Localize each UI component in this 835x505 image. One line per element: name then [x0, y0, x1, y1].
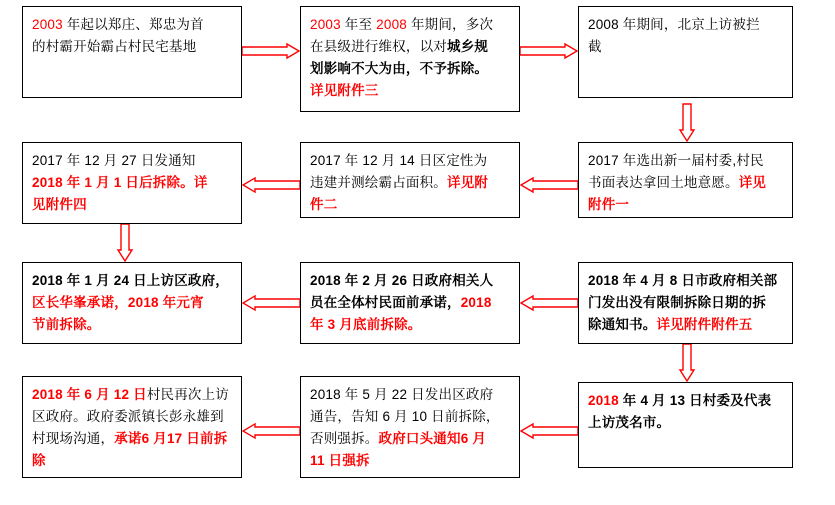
node-text-line: 11 日强拆 — [310, 452, 370, 468]
node-text-line: 附件一 — [588, 196, 630, 212]
node-2018-01-24-district-visit[interactable] — [22, 262, 242, 344]
node-2018-06-12-revisit[interactable] — [22, 376, 242, 478]
node-text-line: 区政府。政府委派镇长彭永雄到 — [32, 408, 224, 424]
arrow-n9-to-n8 — [520, 296, 578, 310]
node-text-line: 年 3 月底前拆除。 — [310, 316, 422, 332]
node-text-line: 2003 年至 2008 年期间，多次 — [310, 17, 494, 32]
node-text-line: 截 — [588, 38, 602, 54]
node-text-line: 除通知书。详见附件附件五 — [588, 316, 753, 332]
node-text-line: 书面表达拿回土地意愿。详见 — [588, 174, 767, 190]
arrow-n11-to-n12 — [242, 424, 300, 438]
node-text-line: 见附件四 — [32, 196, 87, 212]
node-text-line: 村现场沟通，承诺6 月17 日前拆 — [32, 430, 228, 446]
arrow-n1-to-n2 — [242, 44, 300, 58]
node-text-line: 2018 年 1 月 1 日后拆除。详 — [32, 174, 208, 190]
node-2018-02-26-promise[interactable] — [300, 262, 520, 344]
node-text-line: 除 — [32, 452, 46, 468]
arrow-n3-to-n4 — [680, 104, 694, 142]
node-text-line: 上访茂名市。 — [588, 414, 671, 430]
node-2017-12-27-notice[interactable] — [22, 142, 242, 224]
node-2017-new-committee[interactable] — [578, 142, 793, 218]
node-2008-beijing-blocked[interactable] — [578, 6, 793, 98]
arrow-n8-to-n7 — [242, 296, 300, 310]
arrow-n4-to-n5 — [520, 178, 578, 192]
node-text-line: 节前拆除。 — [32, 316, 101, 332]
node-text-line: 2018 年 1 月 24 日上访区政府， — [32, 273, 230, 288]
node-text-line: 员在全体村民面前承诺，2018 — [310, 294, 492, 310]
node-text-line: 通告，告知 6 月 10 日前拆除， — [310, 408, 500, 424]
node-text-line: 2018 年 4 月 8 日市政府相关部 — [588, 273, 778, 288]
node-text-line: 违建并测绘霸占面积。详见附 — [310, 174, 489, 190]
node-text-line: 2017 年 12 月 27 日发通知 — [32, 153, 196, 168]
arrow-n6-to-n7 — [118, 224, 132, 262]
node-text-line: 划影响不大为由，不予拆除。 — [310, 60, 489, 76]
node-2003-2008-petition[interactable] — [300, 6, 520, 112]
node-text-line: 2017 年选出新一届村委,村民 — [588, 153, 764, 168]
node-text-line: 2018 年 6 月 12 日村民再次上访 — [32, 387, 230, 402]
node-2018-04-13-maoming-visit[interactable] — [578, 382, 793, 468]
node-2003-village-tyrant[interactable] — [22, 6, 242, 98]
node-text-line: 的村霸开始霸占村民宅基地 — [32, 38, 197, 54]
node-text-line: 否则强拆。政府口头通知6 月 — [310, 430, 487, 446]
node-text-line: 2003 年起以郑庄、郑忠为首 — [32, 17, 204, 32]
arrow-n10-to-n11 — [520, 424, 578, 438]
arrow-n2-to-n3 — [520, 44, 578, 58]
node-2017-12-14-survey[interactable] — [300, 142, 520, 218]
node-2018-04-08-city-notice[interactable] — [578, 262, 793, 344]
node-text-line: 在县级进行维权，以对城乡规 — [310, 38, 489, 54]
node-text-line: 详见附件三 — [310, 82, 379, 98]
node-text-line: 2018 年 5 月 22 日发出区政府 — [310, 387, 494, 402]
node-text-line: 门发出没有限制拆除日期的拆 — [588, 294, 767, 310]
node-text-line: 2018 年 2 月 26 日政府相关人 — [310, 273, 494, 288]
arrow-n5-to-n6 — [242, 178, 300, 192]
node-text-line: 区长华峯承诺，2018 年元宵 — [32, 294, 204, 310]
node-text-line: 2017 年 12 月 14 日区定性为 — [310, 153, 488, 168]
node-2018-05-22-announcement[interactable] — [300, 376, 520, 478]
node-text-line: 件二 — [310, 196, 338, 212]
arrow-n9-to-n10 — [680, 344, 694, 382]
node-text-line: 2008 年期间，北京上访被拦 — [588, 17, 760, 32]
node-text-line: 2018 年 4 月 13 日村委及代表 — [588, 393, 772, 408]
